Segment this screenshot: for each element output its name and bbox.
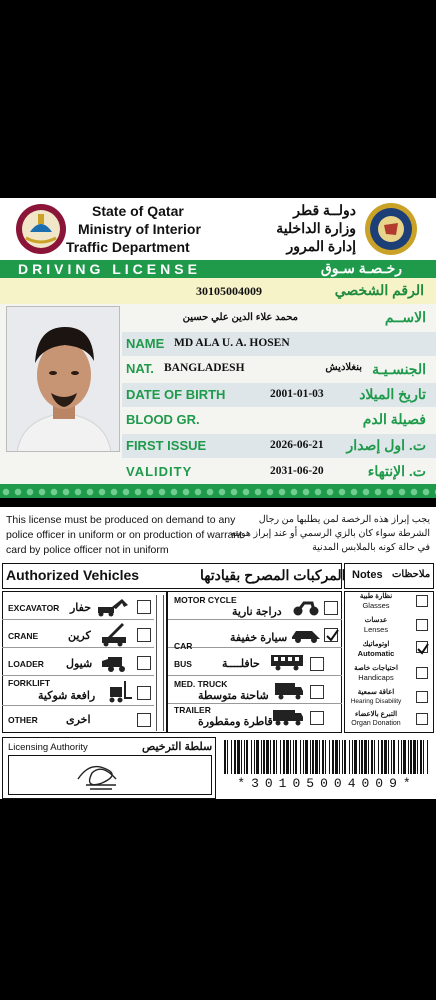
note-automatic: اوتوماتيك Automatic xyxy=(357,641,395,658)
name-label-ar: الاســم xyxy=(384,309,426,325)
barcode-bar xyxy=(388,740,389,774)
barcode-bar xyxy=(325,740,326,774)
vehicle-label-car-ar: سيارة خفيفة xyxy=(230,632,288,644)
barcode-bar xyxy=(244,740,245,774)
barcode-bar xyxy=(391,740,392,774)
barcode-bar xyxy=(417,740,418,774)
validity-value: 2031-06-20 xyxy=(270,465,324,477)
ministry-name: Ministry of Interior xyxy=(78,221,201,237)
barcode-bar xyxy=(349,740,350,774)
barcode-bar xyxy=(364,740,367,774)
barcode-bar xyxy=(354,740,357,774)
vehicle-checkbox-car[interactable] xyxy=(324,628,338,642)
trailer-icon xyxy=(272,707,304,727)
vehicle-label-other: OTHER xyxy=(8,715,38,725)
notice-text: This license must be produced on demand to any police officer in uniform or on production of warrant card by police officer not in uniform xyxy=(6,514,243,556)
license-back xyxy=(0,507,436,799)
state-name: State of Qatar xyxy=(92,203,184,219)
license-title: DRIVING LICENSE xyxy=(18,261,201,277)
barcode-bar xyxy=(293,740,294,774)
loader-icon xyxy=(100,651,132,673)
personal-number: 30105004009 xyxy=(196,284,262,298)
name-row xyxy=(122,332,436,356)
vehicle-label-forklift-ar: رافعة شوكية xyxy=(38,690,96,702)
barcode-bar xyxy=(263,740,265,774)
ministry-name-ar: وزارة الداخلية xyxy=(276,220,356,236)
barcode-bar xyxy=(427,740,428,774)
vehicle-label-crane: CRANE xyxy=(8,631,39,641)
barcode-bar xyxy=(273,740,275,774)
bus-icon xyxy=(270,653,304,671)
vehicle-checkbox-bus[interactable] xyxy=(310,657,324,671)
validity-row xyxy=(0,460,436,484)
note-checkbox-automatic[interactable] xyxy=(416,641,428,653)
vehicle-checkbox-trailer[interactable] xyxy=(310,711,324,725)
vehicle-label-med-truck-ar: شاحنة متوسطة xyxy=(198,690,269,702)
note-checkbox-organ[interactable] xyxy=(416,713,428,725)
department-name: Traffic Department xyxy=(66,239,190,255)
first-issue-label: FIRST ISSUE xyxy=(126,438,207,453)
notes-title: Notes xyxy=(352,569,383,581)
barcode-bar xyxy=(378,740,379,774)
vehicle-label-car: CAR xyxy=(174,641,193,651)
barcode-bar xyxy=(270,740,271,774)
barcode-bar xyxy=(381,740,383,774)
holder-name-ar: محمد علاء الدين علي حسين xyxy=(182,312,298,323)
crane-icon xyxy=(100,621,132,647)
vehicle-label-crane-ar: كرين xyxy=(68,630,91,642)
name-ar-row xyxy=(122,306,436,330)
dob-value: 2001-01-03 xyxy=(270,388,324,400)
qatar-emblem-icon xyxy=(12,202,70,256)
vehicle-checkbox-excavator[interactable] xyxy=(137,600,151,614)
state-name-ar: دولــة قطر xyxy=(293,202,356,218)
note-checkbox-lenses[interactable] xyxy=(416,619,428,631)
personal-number-label-ar: الرقم الشخصي xyxy=(334,282,424,298)
personal-number-row xyxy=(0,278,436,304)
vehicle-label-loader-ar: شيول xyxy=(66,658,93,670)
license-title-band xyxy=(0,260,436,278)
barcode-bar xyxy=(261,740,262,774)
barcode-bar xyxy=(286,740,289,774)
barcode-bar xyxy=(231,740,232,774)
vehicles-title: Authorized Vehicles xyxy=(6,567,140,583)
vehicle-label-med-truck: MED. TRUCK xyxy=(174,679,228,689)
vehicle-checkbox-motorcycle[interactable] xyxy=(324,601,338,615)
barcode-bar xyxy=(254,740,255,774)
barcode-bar xyxy=(312,740,314,774)
vehicle-label-excavator: EXCAVATOR xyxy=(8,603,60,613)
barcode-bar xyxy=(371,740,373,774)
vehicles-title-ar: المركبات المصرح بقيادتها xyxy=(200,567,346,583)
vehicle-label-forklift: FORKLIFT xyxy=(8,678,51,688)
barcode-bar xyxy=(300,740,301,774)
truck-icon xyxy=(274,681,304,701)
authority-label: Licensing Authority xyxy=(8,742,88,753)
barcode-bar xyxy=(290,740,291,774)
vehicle-checkbox-crane[interactable] xyxy=(137,628,151,642)
barcode-bar xyxy=(241,740,242,774)
vehicle-label-motorcycle: MOTOR CYCLE xyxy=(174,595,237,605)
notes-title-ar: ملاحظات xyxy=(392,569,431,580)
vehicle-checkbox-other[interactable] xyxy=(137,713,151,727)
nationality-value-ar: بنغلاديش xyxy=(325,362,362,373)
barcode-bar xyxy=(403,740,406,774)
blood-label-ar: فصيلة الدم xyxy=(362,411,426,427)
barcode-bar xyxy=(384,740,387,774)
barcode-bar xyxy=(322,740,324,774)
department-name-ar: إدارة المرور xyxy=(286,238,356,254)
car-icon xyxy=(290,627,322,643)
holder-name: MD ALA U. A. HOSEN xyxy=(174,337,290,349)
card-header xyxy=(0,198,436,260)
holder-photo xyxy=(6,306,120,452)
barcode-bar xyxy=(315,740,318,774)
barcode-bar xyxy=(310,740,311,774)
barcode-bar xyxy=(332,740,334,774)
checkmark-icon xyxy=(417,643,429,655)
barcode-bar xyxy=(224,740,226,774)
vehicle-label-motorcycle-ar: دراجة نارية xyxy=(232,606,282,618)
name-label: NAME xyxy=(126,336,165,351)
barcode-bar xyxy=(276,740,277,774)
barcode-bar xyxy=(303,740,304,774)
notice-text-ar: يجب إبراز هذه الرخصة لمن يطلبها من رجال الشرطة سواء كان بالزي الرسمي أو عند إبراز هويته في حالة كونه بالملابس المدنية xyxy=(230,514,430,553)
barcode-bar xyxy=(359,740,360,774)
vehicle-checkbox-med-truck[interactable] xyxy=(310,685,324,699)
barcode-bar xyxy=(368,740,369,774)
signature-icon xyxy=(72,759,128,793)
barcode-text: *30105004009* xyxy=(237,776,417,791)
excavator-icon xyxy=(94,597,132,617)
note-organ: التبرع بالاعضاء Organ Donation xyxy=(351,711,401,727)
barcode-bar xyxy=(329,740,330,774)
note-checkbox-glasses[interactable] xyxy=(416,595,428,607)
barcode-bar xyxy=(352,740,353,774)
vehicle-checkbox-forklift[interactable] xyxy=(137,686,151,700)
vehicle-label-trailer-ar: قاطرة ومقطورة xyxy=(198,716,273,728)
barcode-bar xyxy=(227,740,228,774)
barcode-bar xyxy=(401,740,402,774)
gcc-emblem-icon xyxy=(362,201,420,257)
barcode-bar xyxy=(393,740,395,774)
vehicle-label-loader: LOADER xyxy=(8,659,44,669)
barcode-bar xyxy=(319,740,320,774)
barcode-bar xyxy=(256,740,259,774)
barcode-bar xyxy=(246,740,248,774)
barcode-bar xyxy=(266,740,269,774)
note-hearing: اعاقة سمعية Hearing Disability xyxy=(350,689,402,705)
barcode-bar xyxy=(295,740,297,774)
barcode-bar xyxy=(342,740,343,774)
barcode-bar xyxy=(420,740,422,774)
validity-label: VALIDITY xyxy=(126,464,193,479)
first-issue-label-ar: ت. اول إصدار xyxy=(346,437,426,453)
license-front xyxy=(0,198,436,498)
barcode-bar xyxy=(280,740,281,774)
vehicle-label-bus-ar: حافلــــة xyxy=(222,658,260,670)
barcode-bar xyxy=(339,740,340,774)
barcode-bar xyxy=(410,740,412,774)
note-checkbox-handicaps[interactable] xyxy=(416,667,428,679)
motorcycle-icon xyxy=(292,597,320,617)
blood-label: BLOOD GR. xyxy=(126,412,200,427)
barcode-bar xyxy=(374,740,375,774)
barcode-bar xyxy=(283,740,285,774)
nationality-label: NAT. xyxy=(126,361,154,376)
forklift-icon xyxy=(104,679,132,703)
blood-row xyxy=(122,408,436,432)
nationality-row xyxy=(122,357,436,381)
barcode-bar xyxy=(398,740,399,774)
validity-label-ar: ت. الإنتهاء xyxy=(367,463,426,479)
barcode-bar xyxy=(408,740,409,774)
vehicle-label-excavator-ar: حفار xyxy=(70,602,92,614)
barcode-bar xyxy=(234,740,236,774)
vehicle-label-other-ar: اخرى xyxy=(66,714,91,726)
barcode-bar xyxy=(361,740,363,774)
vehicle-label-bus: BUS xyxy=(174,659,192,669)
dob-label-ar: تاريخ الميلاد xyxy=(359,386,426,402)
nationality-label-ar: الجنسـيـة xyxy=(372,361,426,377)
first-issue-value: 2026-06-21 xyxy=(270,439,324,451)
barcode-bar xyxy=(305,740,308,774)
barcode-bar xyxy=(423,740,424,774)
barcode-bar xyxy=(251,740,252,774)
note-glasses: نظارة طبية Glasses xyxy=(359,593,393,610)
authority-label-ar: سلطة الترخيص xyxy=(142,741,213,753)
barcode xyxy=(224,740,430,774)
dob-label: DATE OF BIRTH xyxy=(126,387,226,402)
first-issue-row xyxy=(122,434,436,458)
license-title-ar: رخـصـة سـوق xyxy=(320,260,402,276)
barcode-bar xyxy=(335,740,338,774)
note-checkbox-hearing[interactable] xyxy=(416,691,428,703)
decorative-strip xyxy=(0,484,436,498)
vehicle-label-trailer: TRAILER xyxy=(174,705,211,715)
vehicle-checkbox-loader[interactable] xyxy=(137,656,151,670)
checkmark-icon xyxy=(325,629,339,643)
note-handicaps: احتياجات خاصة Handicaps xyxy=(354,665,398,682)
note-lenses: عدسات Lenses xyxy=(363,617,389,634)
dob-row xyxy=(122,383,436,407)
barcode-bar xyxy=(344,740,346,774)
nationality-value: BANGLADESH xyxy=(164,362,245,374)
barcode-bar xyxy=(413,740,416,774)
barcode-bar xyxy=(237,740,240,774)
